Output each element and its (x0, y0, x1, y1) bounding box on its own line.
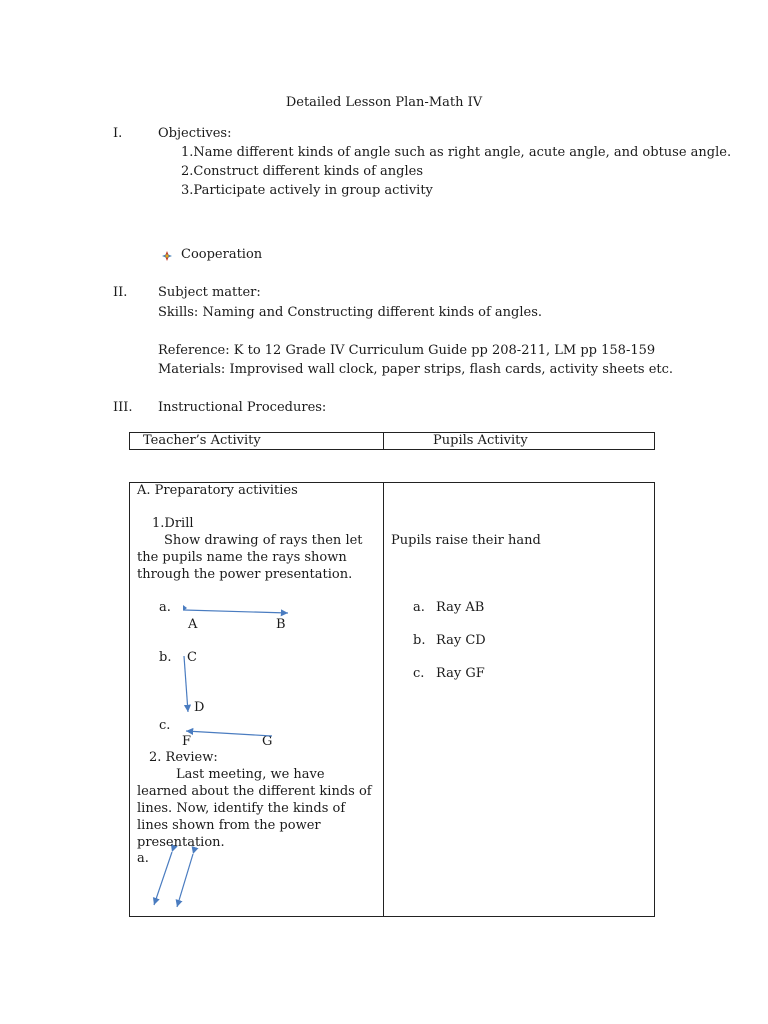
ray-label: F (182, 734, 192, 749)
skills-text: Skills: Naming and Constructing different kinds of angles. (158, 305, 543, 320)
review-title: 2. Review: (149, 750, 218, 765)
review-text: Last meeting, we have learned about the different kinds of lines. Now, identify the kinds of lines shown from the power presentation. (137, 767, 372, 850)
ray-label: B (276, 617, 286, 632)
ray-label: C (187, 650, 197, 665)
drill-title: 1.Drill (152, 516, 194, 531)
ray-cd (184, 656, 188, 712)
ray-gf (186, 731, 272, 736)
preparatory-heading: A. Preparatory activities (137, 483, 298, 498)
ray-label: A (188, 617, 198, 632)
subject-matter-heading: Subject matter: (158, 285, 261, 300)
objectives-heading: Objectives: (158, 126, 232, 141)
answer-text: Ray GF (436, 666, 485, 681)
section-numeral-objectives: I. (113, 126, 123, 141)
answer-text: Ray AB (436, 600, 485, 615)
header-pupils-activity: Pupils Activity (433, 433, 528, 448)
ray-marker: a. (159, 600, 171, 615)
answer-text: Ray CD (436, 633, 486, 648)
procedures-heading: Instructional Procedures: (158, 400, 327, 415)
lines-marker: a. (137, 851, 149, 866)
answer-marker: a. (413, 600, 425, 615)
drill-text: Show drawing of rays then let the pupils name the rays shown through the power presentation. (137, 533, 363, 582)
ray-label: G (262, 734, 273, 749)
ray-label: D (194, 700, 205, 715)
section-numeral-procedures: III. (113, 400, 133, 415)
ray-ab (183, 605, 288, 613)
header-teacher-activity: Teacher’s Activity (143, 433, 261, 448)
section-numeral-subject: II. (113, 285, 128, 300)
objective-item: 1.Name different kinds of angle such as right angle, acute angle, and obtuse angle. (181, 145, 732, 160)
line-pair-figure (154, 852, 193, 907)
objective-item: 2.Construct different kinds of angles (181, 164, 423, 179)
value-cooperation: Cooperation (181, 247, 263, 262)
reference-text: Reference: K to 12 Grade IV Curriculum Guide pp 208-211, LM pp 158-159 (158, 343, 656, 358)
pupils-response: Pupils raise their hand (391, 533, 541, 548)
materials-text: Materials: Improvised wall clock, paper strips, flash cards, activity sheets etc. (158, 362, 674, 377)
objective-item: 3.Participate actively in group activity (181, 183, 433, 198)
page-title: Detailed Lesson Plan-Math IV (285, 95, 483, 110)
answer-marker: c. (413, 666, 425, 681)
answer-marker: b. (413, 633, 426, 648)
ray-marker: b. (159, 650, 172, 665)
ray-marker: c. (159, 718, 171, 733)
